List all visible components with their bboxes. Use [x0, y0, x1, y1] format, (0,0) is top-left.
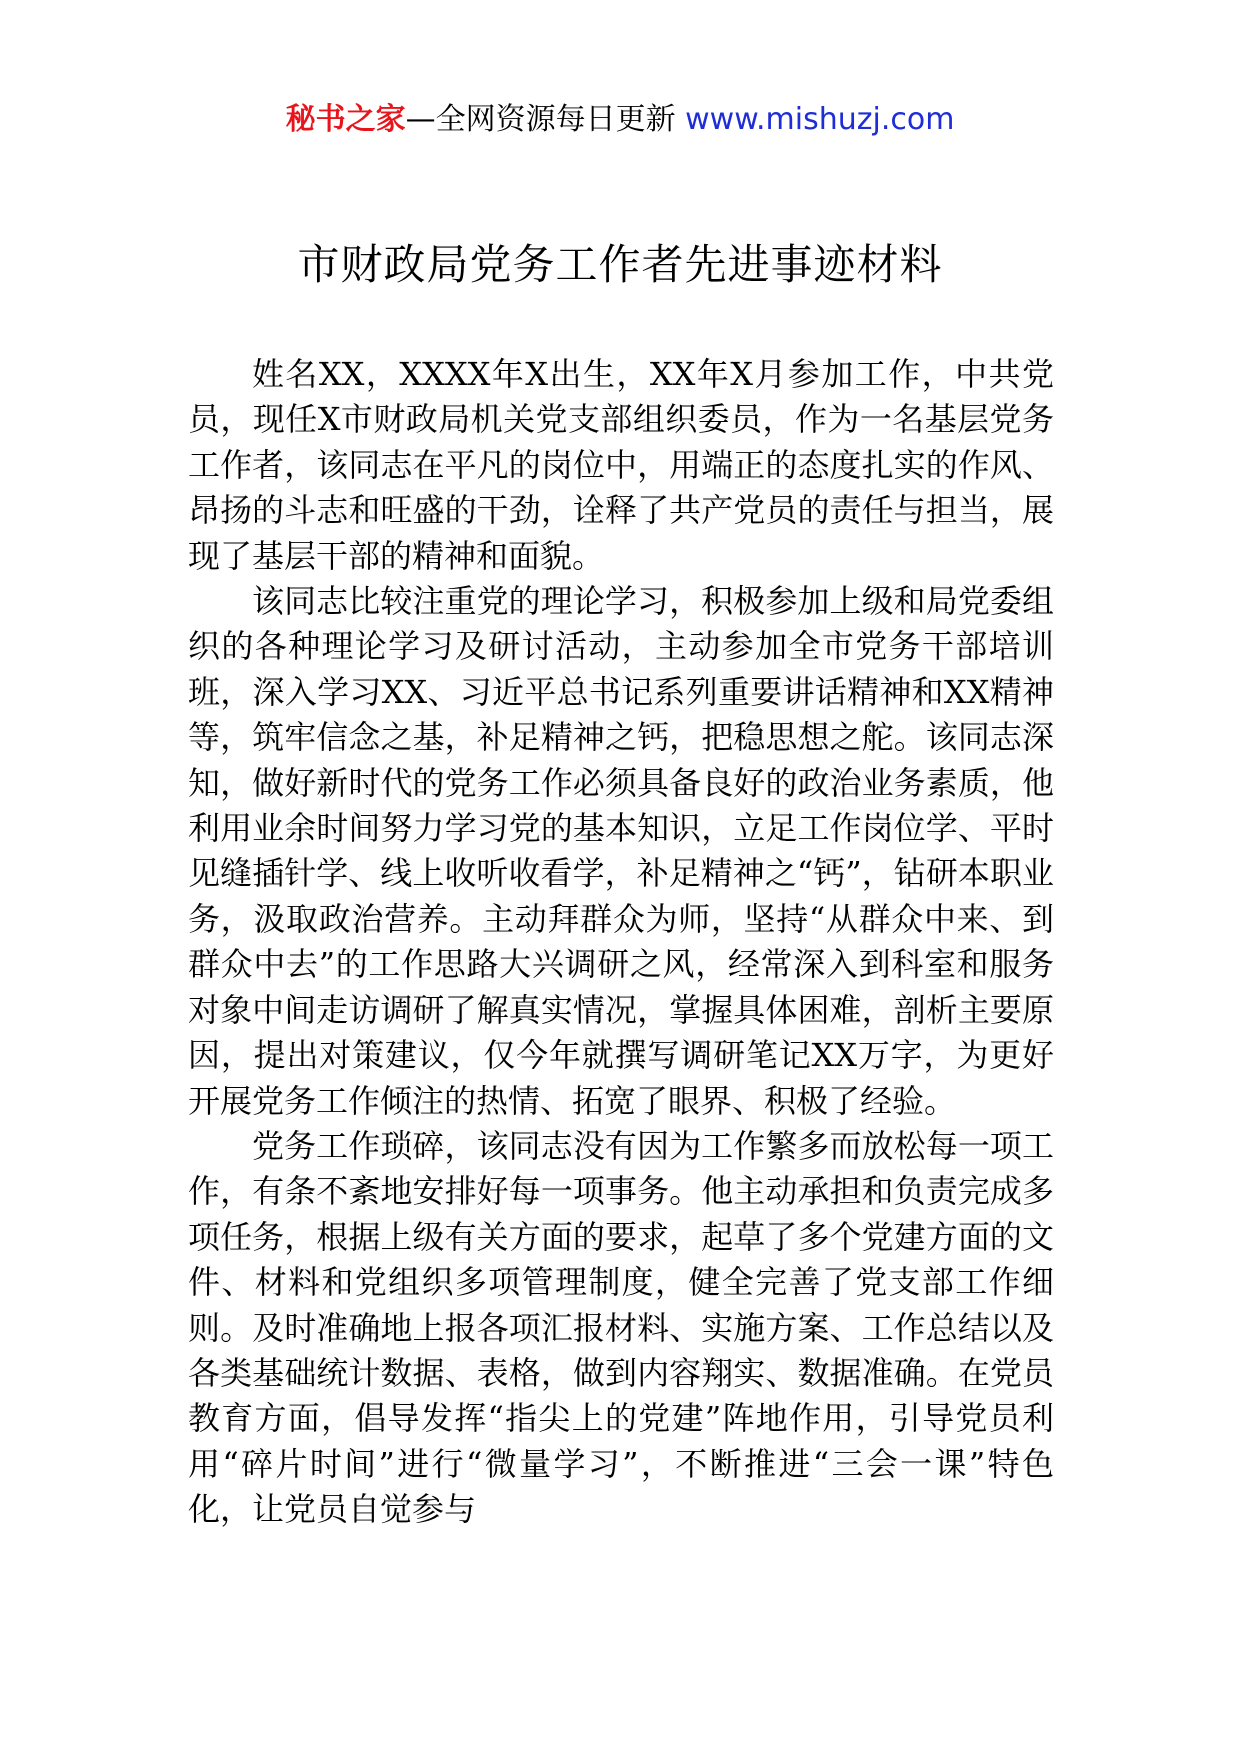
site-banner	[0, 100, 1240, 140]
paragraph: 该同志比较注重党的理论学习，积极参加上级和局党委组织的各种理论学习及研讨活动，主动参加全市党务干部培训班，深入学习XX、习近平总书记系列重要讲话精神和XX精神等，筑牢信念之基，补足精神之钙，把稳思想之舵。该同志深知，做好新时代的党务工作必须具备良好的政治业务素质，他利用业余时间努力学习党的基本知识，立足工作岗位学、平时见缝插针学、线上收听收看学，补足精神之“钙”，钻研本职业务，汲取政治营养。主动拜群众为师，坚持“从群众中来、到群众中去”的工作思路大兴调研之风，经常深入到科室和服务对象中间走访调研了解真实情况，掌握具体困难，剖析主要原因，提出对策建议，仅今年就撰写调研笔记XX万字，为更好开展党务工作倾注的热情、拓宽了眼界、积极了经验。	[188, 582, 1054, 1120]
brand-name: 秘书之家	[285, 102, 406, 137]
paragraph: 党务工作琐碎，该同志没有因为工作繁多而放松每一项工作，有条不紊地安排好每一项事务。他主动承担和负责完成多项任务，根据上级有关方面的要求，起草了多个党建方面的文件、材料和党组织多项管理制度，健全完善了党支部工作细则。及时准确地上报各项汇报材料、实施方案、工作总结以及各类基础统计数据、表格，做到内容翔实、数据准确。在党员教育方面，倡导发挥“指尖上的党建”阵地作用，引导党员利用“碎片时间”进行“微量学习”，不断推进“三会一课”特色化，让党员自觉参与	[188, 1126, 1054, 1529]
banner-tagline: —全网资源每日更新	[405, 102, 676, 137]
document-body	[188, 352, 1054, 1533]
paragraph: 姓名XX，XXXX年X出生，XX年X月参加工作，中共党员，现任X市财政局机关党支部组织委员，作为一名基层党务工作者，该同志在平凡的岗位中，用端正的态度扎实的作风、昂扬的斗志和旺盛的干劲，诠释了共产党员的责任与担当，展现了基层干部的精神和面貌。	[188, 355, 1054, 575]
document-title: 市财政局党务工作者先进事迹材料	[297, 240, 943, 289]
site-url-link[interactable]: www.mishuzj.com	[685, 102, 955, 137]
